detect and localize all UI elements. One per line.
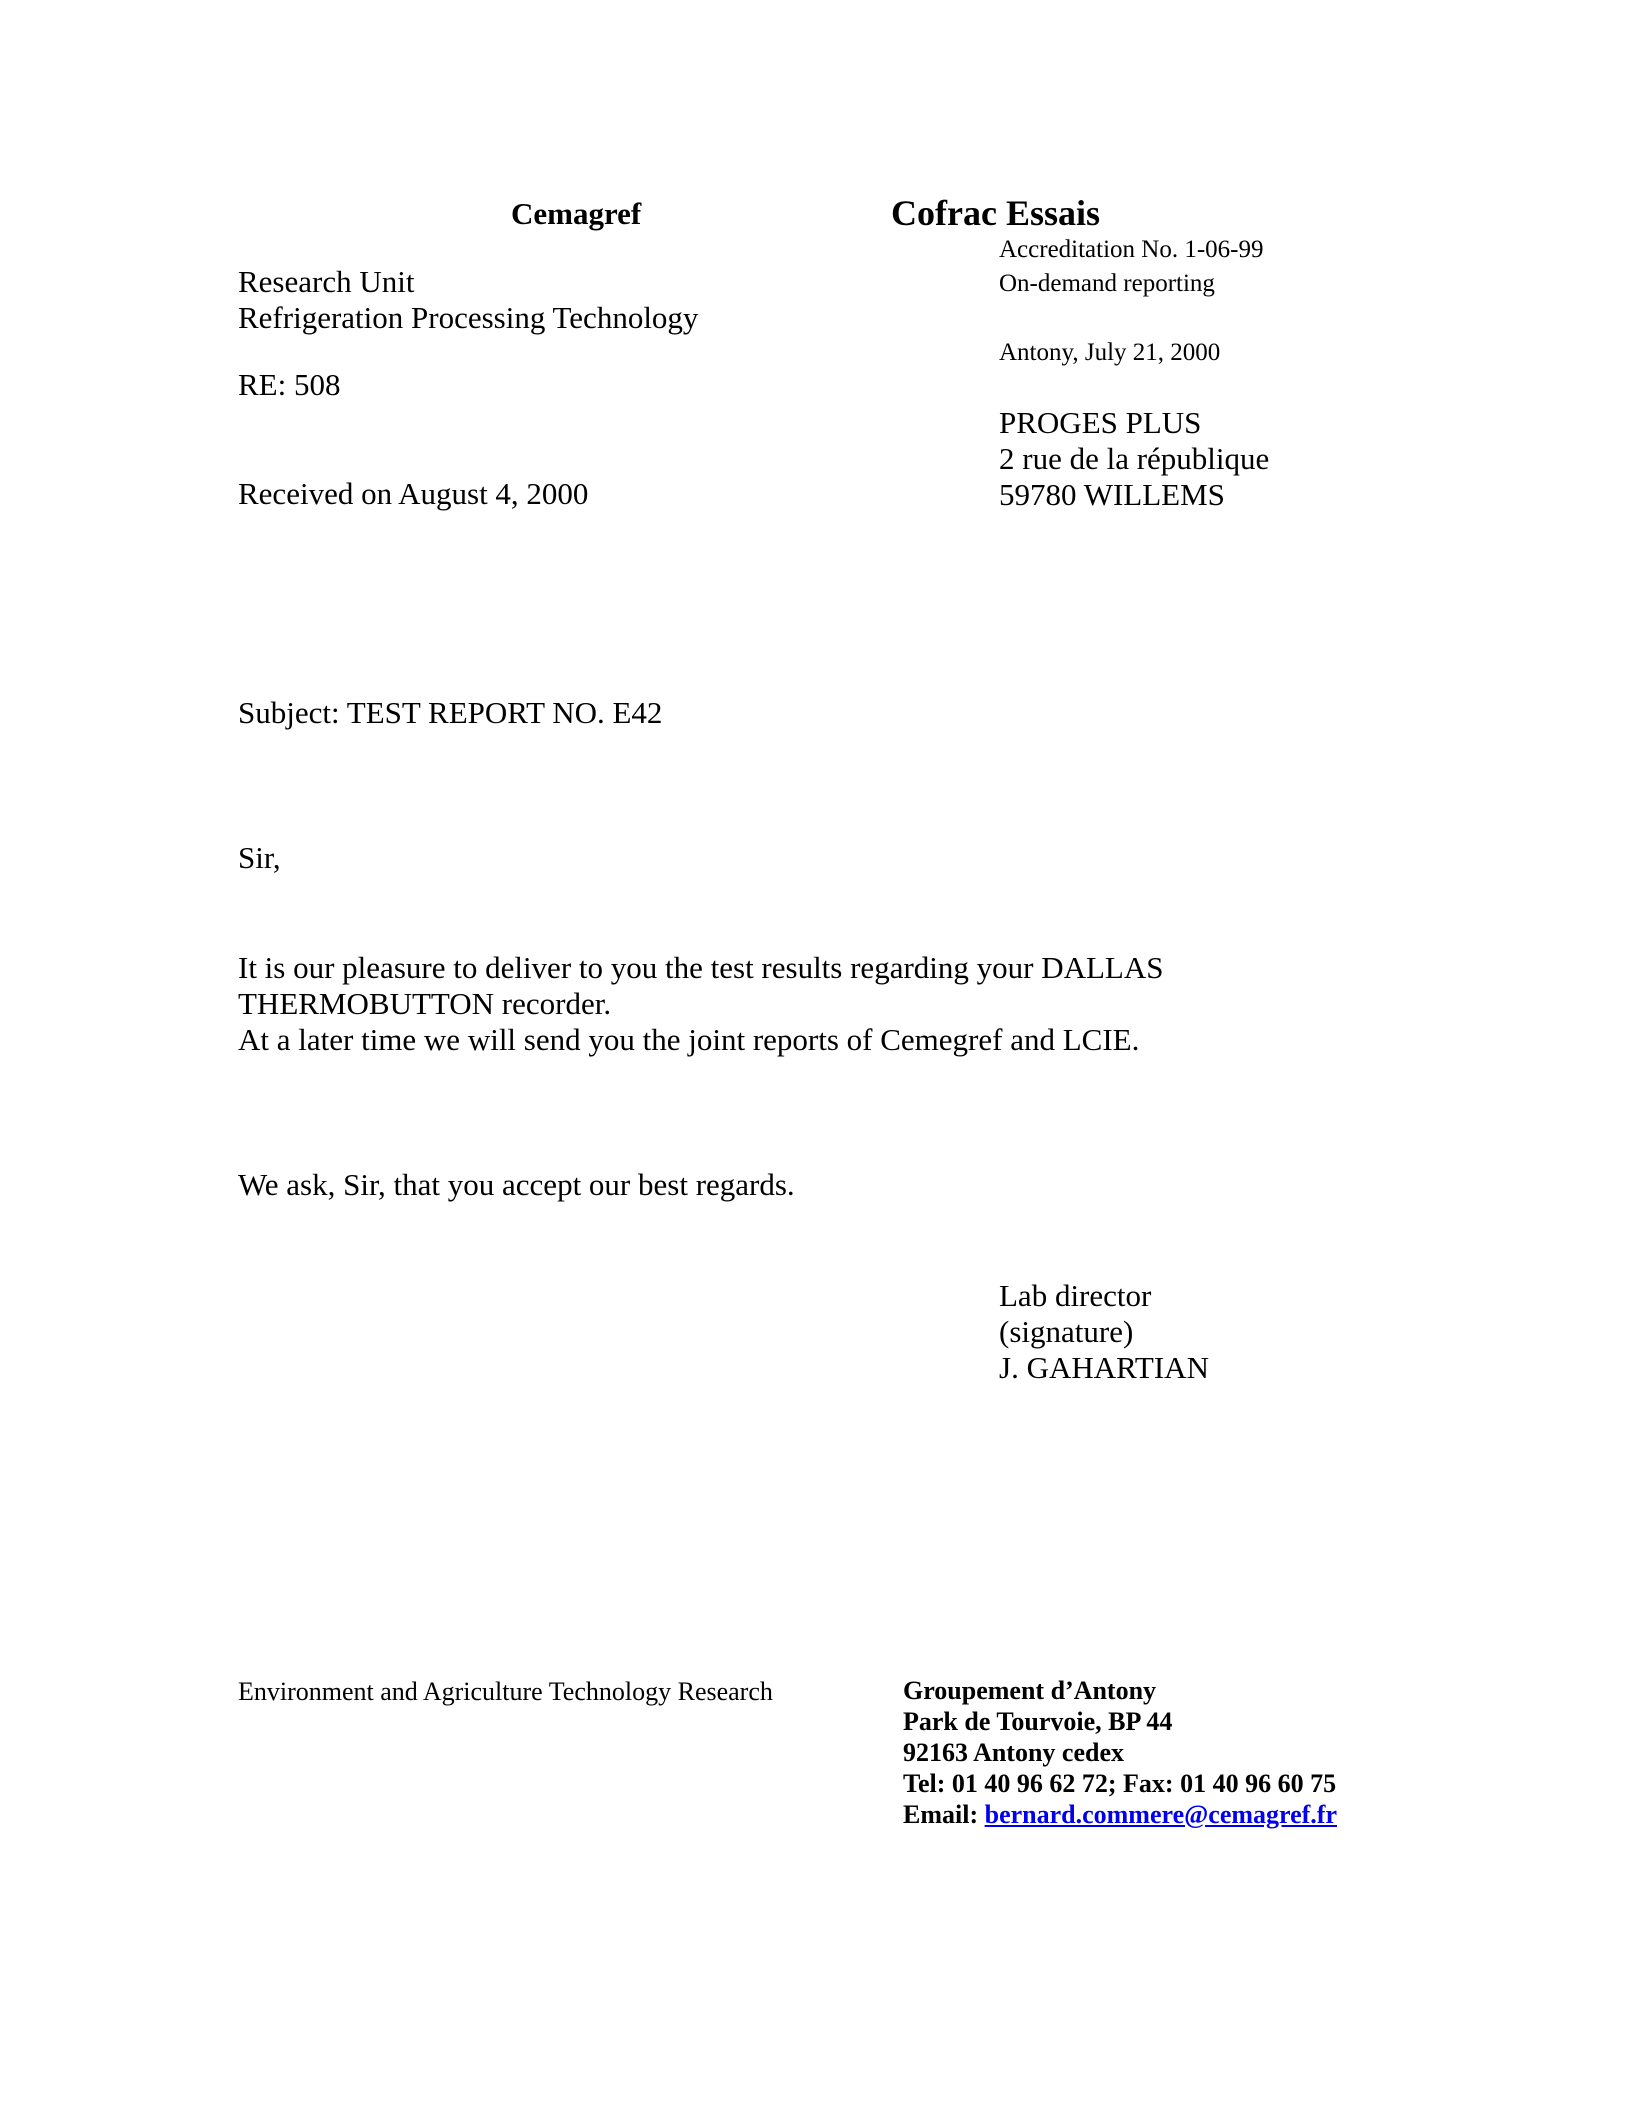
org-name-left: Cemagref [511,196,642,231]
footer-park: Park de Tourvoie, BP 44 [903,1707,1173,1736]
body-paragraph [238,950,1164,1058]
reporting-type: On-demand reporting [999,270,1215,297]
paragraph-line: At a later time we will send you the joint reports of Cemegref and LCIE. [238,1022,1140,1057]
recipient-name: PROGES PLUS [999,405,1202,440]
footer-organization: Environment and Agriculture Technology Research [238,1677,773,1706]
signature-note: (signature) [999,1314,1134,1349]
signature-block [999,1278,1209,1386]
recipient-street: 2 rue de la république [999,441,1270,476]
place-and-date: Antony, July 21, 2000 [999,339,1221,366]
footer-address [903,1675,1337,1830]
footer-email-line [903,1799,1337,1830]
email-link[interactable]: bernard.commere@cemagref.fr [984,1800,1338,1829]
subject-line: Subject: TEST REPORT NO. E42 [238,695,663,730]
paragraph-line: THERMOBUTTON recorder. [238,986,612,1021]
footer-phone: Tel: 01 40 96 62 72; Fax: 01 40 96 60 75 [903,1769,1337,1798]
signatory-name: J. GAHARTIAN [999,1350,1209,1385]
signatory-title: Lab director [999,1278,1152,1313]
org-name-right: Cofrac Essais [891,193,1100,233]
research-unit-label: Research Unit [238,264,415,299]
accreditation-number: Accreditation No. 1-06-99 [999,236,1264,263]
received-date: Received on August 4, 2000 [238,476,589,511]
footer-postal: 92163 Antony cedex [903,1738,1124,1767]
closing-line: We ask, Sir, that you accept our best regards. [238,1167,795,1202]
email-label: Email: [903,1800,985,1829]
recipient-city: 59780 WILLEMS [999,477,1225,512]
paragraph-line: It is our pleasure to deliver to you the test results regarding your DALLAS [238,950,1164,985]
research-unit-name: Refrigeration Processing Technology [238,300,699,335]
footer-group: Groupement d’Antony [903,1676,1157,1705]
salutation: Sir, [238,840,281,875]
reference-number: RE: 508 [238,367,341,402]
